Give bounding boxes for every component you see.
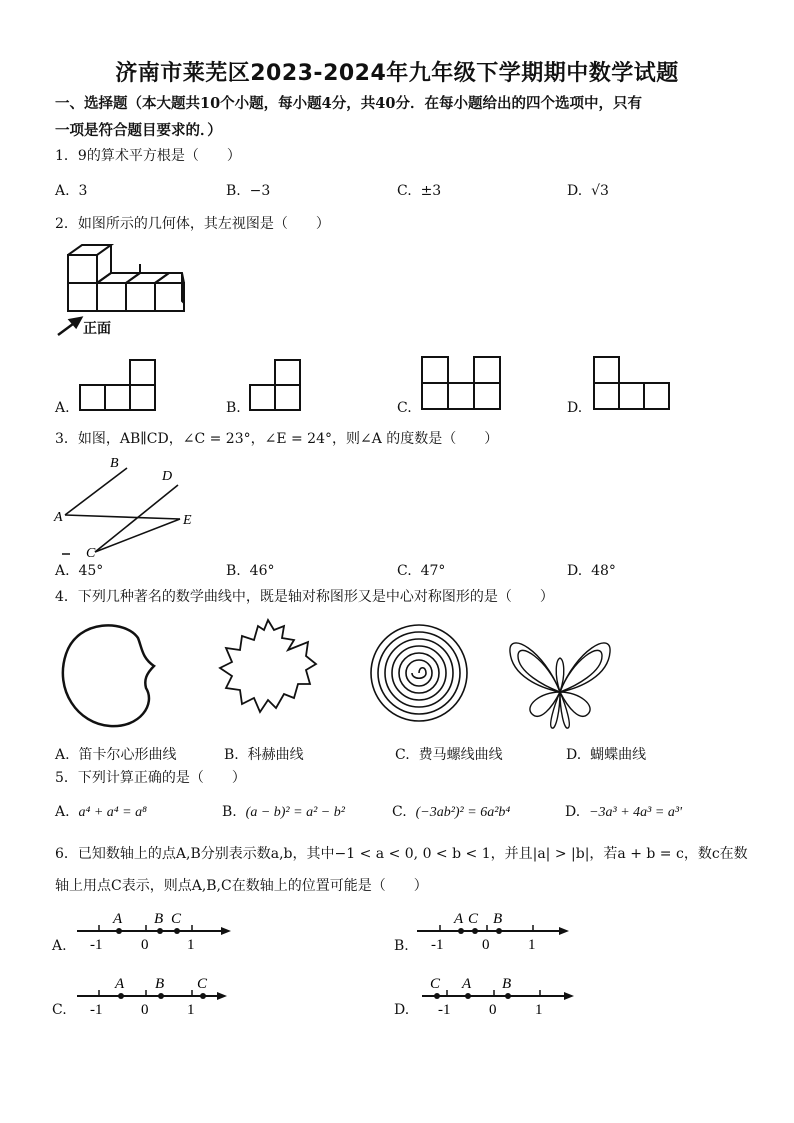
svg-text:1: 1 xyxy=(528,937,536,953)
option-text: 费马螺线曲线 xyxy=(418,747,503,763)
svg-text:-1: -1 xyxy=(438,1002,451,1018)
svg-text:C: C xyxy=(468,911,479,927)
q1-option-b xyxy=(226,183,270,199)
option-letter: D. xyxy=(565,804,581,820)
svg-text:B: B xyxy=(155,976,165,992)
q6-option-d-letter: D. xyxy=(394,1002,410,1018)
option-text: 47° xyxy=(420,563,446,579)
point-label-b: B xyxy=(110,456,119,471)
q6-stem-line2: 轴上用点C表示，则点A,B,C在数轴上的位置可能是（ ） xyxy=(55,878,428,894)
svg-text:B: B xyxy=(154,911,164,927)
q3-option-b xyxy=(226,563,274,579)
q2-option-b-letter: B. xyxy=(226,400,241,416)
option-letter: D. xyxy=(567,183,583,199)
svg-text:-1: -1 xyxy=(431,937,444,953)
q6-option-a-letter: A. xyxy=(52,938,67,954)
tick-label-neg-one: -1 xyxy=(90,937,103,953)
option-letter: C. xyxy=(397,563,412,579)
q3-stem: 3．如图，AB∥CD，∠C = 23°，∠E = 24°，则∠A 的度数是（ ） xyxy=(55,431,499,447)
q2-option-d-figure xyxy=(592,353,674,413)
q2-option-b-figure xyxy=(248,355,308,413)
option-letter: C. xyxy=(392,804,407,820)
option-text: (−3ab²)² = 6a²b⁴ xyxy=(415,805,511,820)
svg-text:B: B xyxy=(493,911,503,927)
svg-text:0: 0 xyxy=(141,1002,149,1018)
option-letter: C. xyxy=(397,183,412,199)
svg-text:0: 0 xyxy=(482,937,490,953)
option-text: 48° xyxy=(591,563,616,579)
svg-text:B: B xyxy=(502,976,512,992)
q2-option-a-letter: A. xyxy=(55,400,70,416)
svg-text:C: C xyxy=(171,911,182,927)
svg-text:A: A xyxy=(113,911,123,927)
section-header-line2: 一项是符合题目要求的．） xyxy=(55,122,222,139)
option-letter: D. xyxy=(567,563,583,579)
q6-number-line-d xyxy=(420,970,580,1020)
option-letter: A. xyxy=(55,183,70,199)
q4-stem: 4．下列几种著名的数学曲线中，既是轴对称图形又是中心对称图形的是（ ） xyxy=(55,589,554,605)
option-text: (a − b)² = a² − b² xyxy=(245,805,345,820)
option-letter: D. xyxy=(566,747,582,763)
option-text: 蝴蝶曲线 xyxy=(590,747,647,763)
q3-option-d xyxy=(567,563,616,579)
q3-parallel-lines-figure xyxy=(50,450,210,558)
svg-text:A: A xyxy=(454,911,464,927)
q2-option-c-letter: C. xyxy=(397,400,412,416)
svg-text:-1: -1 xyxy=(90,1002,103,1018)
tick-label-one: 1 xyxy=(187,937,195,953)
option-text: 45° xyxy=(78,563,104,579)
svg-text:A: A xyxy=(462,976,472,992)
q1-option-a xyxy=(55,183,87,199)
svg-text:1: 1 xyxy=(535,1002,543,1018)
q4-option-c xyxy=(395,744,503,764)
option-letter: B. xyxy=(222,804,237,820)
option-letter: C. xyxy=(395,747,410,763)
option-text: 科赫曲线 xyxy=(247,747,304,763)
svg-text:1: 1 xyxy=(187,1002,195,1018)
q6-number-line-a xyxy=(75,905,235,955)
option-letter: A. xyxy=(55,747,70,763)
option-text: 3 xyxy=(78,183,88,199)
q5-option-d xyxy=(565,804,682,821)
option-text: −3 xyxy=(249,183,271,199)
q6-number-line-c xyxy=(75,970,235,1020)
option-letter: B. xyxy=(224,747,239,763)
q2-stem: 2．如图所示的几何体，其左视图是（ ） xyxy=(55,216,330,232)
option-text: ±3 xyxy=(420,183,442,199)
q5-option-b xyxy=(222,804,345,821)
fermat-spiral-figure xyxy=(368,618,470,728)
q5-option-c xyxy=(392,804,510,821)
section-header-line1: 一、选择题（本大题共10个小题，每小题4分，共40分．在每小题给出的四个选项中，只有 xyxy=(55,95,642,112)
q5-option-a xyxy=(55,804,147,821)
option-text: a⁴ + a⁴ = a⁸ xyxy=(78,805,147,820)
option-text: −3a³ + 4a³ = a³' xyxy=(589,805,683,820)
q6-option-b-letter: B. xyxy=(394,938,409,954)
butterfly-curve-figure xyxy=(504,630,616,730)
cardioid-curve-figure xyxy=(58,620,162,730)
q1-stem: 1．9的算术平方根是（ ） xyxy=(55,148,241,164)
q3-option-a xyxy=(55,563,103,579)
option-text: 笛卡尔心形曲线 xyxy=(78,747,177,763)
option-letter: A. xyxy=(55,804,70,820)
page-title: 济南市莱芜区2023-2024年九年级下学期期中数学试题 xyxy=(115,61,679,86)
q1-option-d xyxy=(567,183,609,199)
q2-solid-figure xyxy=(55,243,195,338)
svg-text:0: 0 xyxy=(489,1002,497,1018)
option-letter: A. xyxy=(55,563,70,579)
svg-text:C: C xyxy=(197,976,208,992)
q3-option-c xyxy=(397,563,445,579)
option-text: 46° xyxy=(249,563,275,579)
q4-option-a xyxy=(55,744,176,764)
q2-option-a-figure xyxy=(78,355,160,413)
koch-snowflake-figure xyxy=(212,612,324,730)
svg-text:C: C xyxy=(430,976,441,992)
point-label-a: A xyxy=(54,510,63,525)
option-letter: B. xyxy=(226,183,241,199)
option-text: √3 xyxy=(591,183,609,199)
q5-stem: 5．下列计算正确的是（ ） xyxy=(55,770,246,786)
q6-number-line-b xyxy=(415,905,575,955)
q4-option-d xyxy=(566,744,646,764)
point-label-e: E xyxy=(183,513,192,528)
tick-label-zero: 0 xyxy=(141,937,149,953)
option-letter: B. xyxy=(226,563,241,579)
q2-option-c-figure xyxy=(420,353,506,413)
q4-option-b xyxy=(224,744,304,764)
q6-stem-line1: 6．已知数轴上的点A,B分别表示数a,b，其中−1 < a < 0, 0 < b < 1，并且|a| > |b|，若a + b = c，数c在数 xyxy=(55,846,748,862)
q6-option-c-letter: C. xyxy=(52,1002,67,1018)
point-label-c: C xyxy=(86,546,96,558)
point-label-d: D xyxy=(162,469,173,484)
q2-front-label: 正面 xyxy=(83,321,111,337)
svg-text:A: A xyxy=(115,976,125,992)
q1-option-c xyxy=(397,183,441,199)
q2-option-d-letter: D. xyxy=(567,400,583,416)
